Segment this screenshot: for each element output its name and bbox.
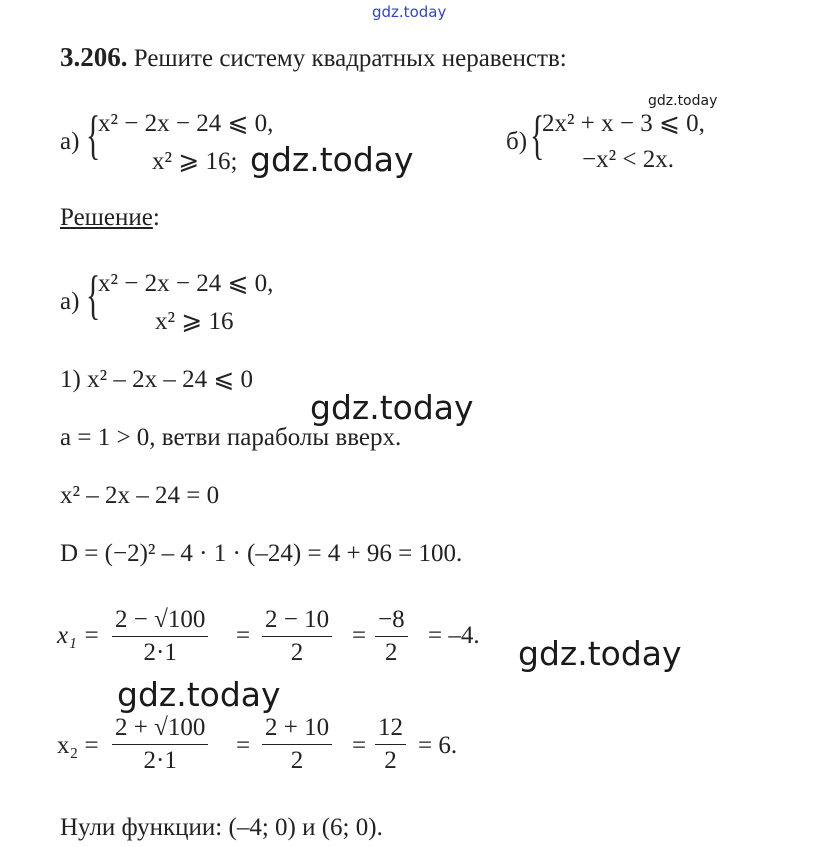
problem-a-brace: { bbox=[86, 105, 101, 165]
solution-heading-colon: : bbox=[152, 204, 160, 231]
x1-fraction-3 bbox=[375, 606, 408, 667]
equation-line: x² – 2x – 24 = 0 bbox=[60, 482, 220, 509]
x1-eq2: = bbox=[352, 622, 367, 649]
x1-eq1: = bbox=[236, 622, 251, 649]
x2-f3-denominator: 2 bbox=[384, 747, 397, 774]
problem-b-line1: 2x² + x − 3 ⩽ 0, bbox=[542, 110, 705, 137]
x1-f1-numerator: 2 − √100 bbox=[115, 606, 206, 633]
solution-a-line2: x² ⩾ 16 bbox=[155, 308, 234, 335]
problem-b-label: б) bbox=[506, 128, 528, 155]
solution-heading-text: Решение bbox=[60, 204, 153, 231]
x2-eq2: = bbox=[352, 732, 367, 759]
x1-f1-denominator: 2·1 bbox=[143, 639, 177, 666]
watermark-mid: gdz.today bbox=[310, 388, 474, 427]
problem-number: 3.206. bbox=[60, 42, 128, 72]
solution-a-label: а) bbox=[60, 288, 80, 315]
problem-statement: Решите систему квадратных неравенств: bbox=[133, 45, 567, 72]
problem-b-line2: −x² < 2x. bbox=[582, 146, 674, 173]
x2-eq1: = bbox=[236, 732, 251, 759]
watermark-top: gdz.today bbox=[372, 3, 447, 21]
watermark-small: gdz.today bbox=[648, 93, 718, 109]
x1-f2-numerator: 2 − 10 bbox=[265, 606, 330, 633]
x1-result: = –4. bbox=[428, 622, 480, 649]
problem-a-line2: x² ⩾ 16; bbox=[152, 148, 238, 175]
zeros-line: Нули функции: (–4; 0) и (6; 0). bbox=[60, 814, 383, 841]
x2-f2-denominator: 2 bbox=[290, 747, 304, 774]
problem-a-label: а) bbox=[60, 128, 80, 155]
discriminant-line: D = (−2)² – 4 · 1 · (–24) = 4 + 96 = 100. bbox=[60, 540, 463, 567]
x2-fraction-2 bbox=[262, 714, 332, 775]
x2-lhs: x₂ = bbox=[57, 732, 99, 759]
x1-lhs: x₁ = bbox=[57, 622, 100, 649]
x2-f3-numerator: 12 bbox=[378, 714, 403, 741]
x1-f3-denominator: 2 bbox=[385, 639, 398, 666]
x2-result: = 6. bbox=[418, 732, 458, 759]
x1-fraction-2 bbox=[262, 606, 332, 667]
watermark-right: gdz.today bbox=[518, 634, 682, 673]
problem-a-line1: x² − 2x − 24 ⩽ 0, bbox=[98, 110, 274, 137]
step1: 1) x² – 2x – 24 ⩽ 0 bbox=[60, 366, 254, 393]
x1-f3-numerator: −8 bbox=[378, 606, 405, 633]
branches-line: a = 1 > 0, ветви параболы вверх. bbox=[60, 424, 402, 451]
solution-a-line1: x² − 2x − 24 ⩽ 0, bbox=[98, 270, 274, 297]
x2-f2-numerator: 2 + 10 bbox=[265, 714, 330, 741]
watermark-a: gdz.today bbox=[250, 140, 414, 179]
problem-b-brace: { bbox=[530, 105, 545, 165]
x1-fraction-1 bbox=[112, 606, 208, 667]
x1-f2-denominator: 2 bbox=[290, 639, 304, 666]
x2-fraction-3 bbox=[375, 714, 406, 775]
x2-f1-denominator: 2·1 bbox=[143, 747, 177, 774]
problem-header bbox=[60, 42, 567, 73]
x2-fraction-1 bbox=[112, 714, 208, 775]
solution-heading bbox=[60, 204, 160, 232]
solution-a-brace: { bbox=[86, 265, 101, 325]
watermark-lower: gdz.today bbox=[117, 675, 281, 714]
x2-f1-numerator: 2 + √100 bbox=[115, 714, 206, 741]
